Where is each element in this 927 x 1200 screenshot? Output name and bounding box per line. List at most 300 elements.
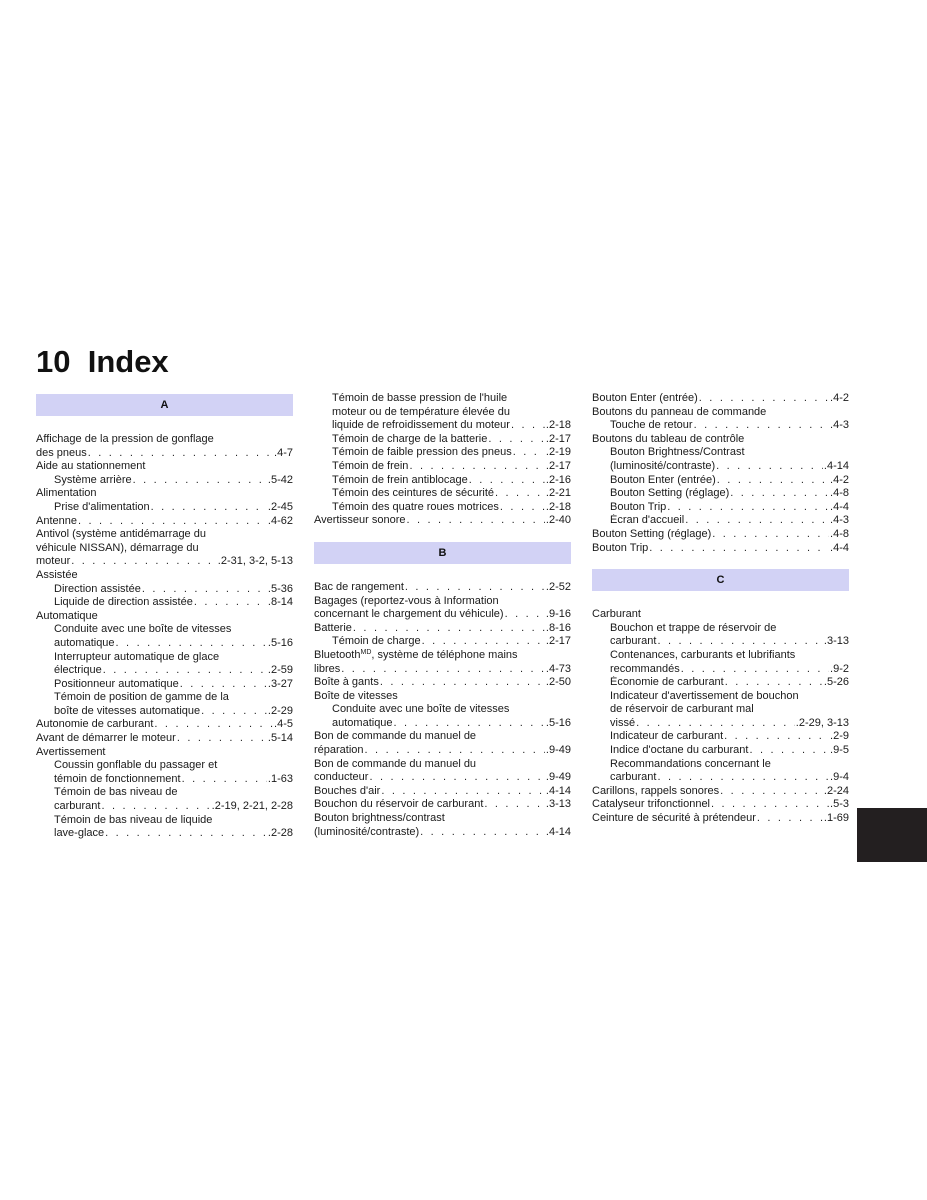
entry-term: Boutons du tableau de contrôle xyxy=(592,432,745,445)
entry-term: véhicule NISSAN), démarrage du xyxy=(36,541,199,554)
entry-term: Bouton Trip xyxy=(592,541,649,554)
index-entry xyxy=(36,814,293,828)
entry-term: moteur xyxy=(36,555,71,568)
index-entry xyxy=(592,419,849,433)
entry-term: boîte de vitesses automatique xyxy=(54,704,201,717)
index-entry xyxy=(592,487,849,501)
entry-text xyxy=(332,419,510,433)
entry-text xyxy=(54,814,212,828)
entry-text xyxy=(314,663,340,677)
entry-term: Bouton Brightness/Contrast xyxy=(610,446,745,459)
dot-leader xyxy=(717,474,829,488)
entry-text xyxy=(610,676,724,690)
index-entry xyxy=(314,744,571,758)
chapter-tab-marker xyxy=(857,808,927,862)
entry-text xyxy=(314,771,368,785)
index-entry xyxy=(314,595,571,609)
index-column-3 xyxy=(592,392,849,826)
section-header-b: B xyxy=(314,542,571,564)
entry-text xyxy=(36,569,78,583)
dot-leader xyxy=(513,446,545,460)
index-entry xyxy=(36,487,293,501)
dot-leader xyxy=(103,664,267,678)
entry-text xyxy=(610,744,748,758)
entry-text xyxy=(332,460,408,474)
page-reference: .2-40 xyxy=(545,514,571,527)
entry-text xyxy=(314,608,504,622)
index-entry xyxy=(314,826,571,840)
entry-text xyxy=(592,433,744,447)
dot-leader xyxy=(488,433,545,447)
index-entry xyxy=(314,771,571,785)
dot-leader xyxy=(365,744,545,758)
dot-leader xyxy=(78,515,267,529)
entry-term: Liquide de direction assistée xyxy=(54,596,193,609)
dot-leader xyxy=(116,637,267,651)
entry-text xyxy=(314,581,404,595)
entry-term: Bouton Trip xyxy=(610,500,667,513)
index-entry xyxy=(36,759,293,773)
entry-text xyxy=(592,528,711,542)
entry-term: Bouchon et trappe de réservoir de xyxy=(610,621,777,634)
entry-term: concernant le chargement du véhicule) xyxy=(314,608,504,621)
dot-leader xyxy=(511,419,545,433)
entry-text xyxy=(610,717,635,731)
index-entry xyxy=(36,542,293,556)
entry-text xyxy=(332,703,509,717)
index-entry xyxy=(314,581,571,595)
entry-text xyxy=(592,608,641,622)
page-reference: .9-49 xyxy=(545,744,571,757)
entry-term: Système arrière xyxy=(54,473,132,486)
entry-term: des pneus xyxy=(36,446,87,459)
page-reference: .4-2 xyxy=(830,473,849,486)
index-entry xyxy=(314,514,571,528)
entry-text xyxy=(54,474,132,488)
index-entry xyxy=(592,703,849,717)
dot-leader xyxy=(757,812,823,826)
entry-term: Bouchon du réservoir de carburant xyxy=(314,798,484,811)
entry-text xyxy=(610,730,723,744)
page-reference: .5-42 xyxy=(267,473,293,486)
entry-text xyxy=(610,703,754,717)
dot-leader xyxy=(151,501,267,515)
entry-text xyxy=(314,676,379,690)
entry-term: Bouton Setting (réglage) xyxy=(592,527,712,540)
dot-leader xyxy=(88,447,273,461)
dot-leader xyxy=(380,676,545,690)
entry-term: Recommandations concernant le xyxy=(610,757,771,770)
page-reference: .5-16 xyxy=(545,716,571,729)
index-column-1 xyxy=(36,392,293,841)
index-entry xyxy=(314,460,571,474)
index-entry xyxy=(314,487,571,501)
entry-text xyxy=(36,610,98,624)
page-reference: .1-63 xyxy=(267,772,293,785)
entry-text xyxy=(610,419,693,433)
page-reference: .2-29 xyxy=(267,704,293,717)
index-entry xyxy=(592,514,849,528)
page-reference: .2-52 xyxy=(545,580,571,593)
index-entry xyxy=(36,651,293,665)
page-reference: .2-16 xyxy=(545,473,571,486)
dot-leader xyxy=(694,419,829,433)
entry-text xyxy=(54,596,193,610)
entry-term: réparation xyxy=(314,744,364,757)
index-entry xyxy=(36,637,293,651)
index-entry xyxy=(592,717,849,731)
entry-text xyxy=(54,691,229,705)
index-entry xyxy=(314,690,571,704)
section-header-c: C xyxy=(592,569,849,591)
dot-leader xyxy=(667,501,829,515)
index-entry xyxy=(592,744,849,758)
entry-text xyxy=(54,664,102,678)
page-reference: .4-2 xyxy=(830,392,849,404)
entry-term: (luminosité/contraste) xyxy=(610,459,716,472)
index-entry xyxy=(592,542,849,556)
entry-text xyxy=(54,637,115,651)
entry-term: Catalyseur trifonctionnel xyxy=(592,798,711,811)
index-entry xyxy=(592,798,849,812)
entry-term: Témoin des quatre roues motrices xyxy=(332,500,499,513)
entry-term: Ceinture de sécurité à prétendeur xyxy=(592,812,756,825)
dot-leader xyxy=(101,800,210,814)
page-reference: .4-62 xyxy=(267,514,293,527)
entry-term: Indice d'octane du carburant xyxy=(610,744,749,757)
entry-term: Témoin de faible pression des pneus xyxy=(332,446,512,459)
index-entry xyxy=(36,678,293,692)
page-reference: .2-18 xyxy=(545,500,571,513)
dot-leader xyxy=(381,785,545,799)
entry-text xyxy=(54,759,217,773)
entry-text xyxy=(36,460,145,474)
entry-term: Bouton Enter (entrée) xyxy=(592,392,698,404)
entry-text xyxy=(332,446,512,460)
entry-term: Bac de rangement xyxy=(314,580,404,593)
entry-term: Boutons du panneau de commande xyxy=(592,405,767,418)
entry-text xyxy=(314,826,419,840)
entry-term: Témoin de frein antiblocage xyxy=(332,473,468,486)
entry-term: de réservoir de carburant mal xyxy=(610,703,754,716)
dot-leader xyxy=(182,773,267,787)
entry-term: Témoin de charge xyxy=(332,635,421,648)
entry-text xyxy=(36,515,77,529)
page-reference: .2-24 xyxy=(823,784,849,797)
entry-text xyxy=(36,433,214,447)
index-entry xyxy=(36,800,293,814)
entry-text xyxy=(54,583,141,597)
entry-text xyxy=(592,798,710,812)
dot-leader xyxy=(105,827,267,841)
entry-term: Bouton Setting (réglage) xyxy=(610,487,730,500)
entry-text xyxy=(36,447,87,461)
index-entry xyxy=(592,460,849,474)
entry-term: Interrupteur automatique de glace xyxy=(54,650,220,663)
entry-term: Indicateur d'avertissement de bouchon xyxy=(610,689,799,702)
entry-term: (luminosité/contraste) xyxy=(314,825,420,838)
index-entry xyxy=(314,433,571,447)
dot-leader xyxy=(420,826,545,840)
index-entry xyxy=(36,610,293,624)
entry-term: Bluetooth xyxy=(314,648,361,661)
entry-text xyxy=(54,800,100,814)
entry-text xyxy=(54,705,200,719)
index-entry xyxy=(592,771,849,785)
index-entry xyxy=(592,676,849,690)
entry-term: Batterie xyxy=(314,621,352,634)
entry-text xyxy=(54,501,150,515)
entry-term: Témoin de bas niveau de liquide xyxy=(54,813,213,826)
entry-text xyxy=(610,446,745,460)
index-entry xyxy=(36,583,293,597)
page-reference: .2-45 xyxy=(267,500,293,513)
index-entry xyxy=(36,501,293,515)
entry-term: Boîte de vitesses xyxy=(314,689,398,702)
index-entry xyxy=(314,392,571,406)
index-entry xyxy=(36,705,293,719)
entry-text xyxy=(610,622,776,636)
page-reference: .2-29, 3-13 xyxy=(795,716,849,729)
page-reference: .2-17 xyxy=(545,635,571,648)
entry-term: Bagages (reportez-vous à Information xyxy=(314,594,499,607)
index-entry xyxy=(314,608,571,622)
entry-term: Avertisseur sonore xyxy=(314,514,406,527)
entry-text xyxy=(314,514,406,528)
entry-text xyxy=(610,487,729,501)
entry-text xyxy=(36,746,106,760)
page-reference: .4-7 xyxy=(274,446,293,459)
entry-text xyxy=(332,392,507,406)
entry-text xyxy=(314,744,364,758)
index-entry xyxy=(314,406,571,420)
page-reference: .2-19 xyxy=(545,446,571,459)
entry-term: Direction assistée xyxy=(54,582,141,595)
entry-text xyxy=(314,785,380,799)
index-entry xyxy=(314,758,571,772)
entry-text xyxy=(610,771,656,785)
index-entry xyxy=(36,732,293,746)
entry-term: Conduite avec une boîte de vitesses xyxy=(332,703,510,716)
dot-leader xyxy=(405,581,545,595)
dot-leader xyxy=(407,514,545,528)
entry-text xyxy=(314,690,398,704)
entry-term: Prise d'alimentation xyxy=(54,500,150,513)
entry-term: automatique xyxy=(332,716,393,729)
index-entry xyxy=(314,501,571,515)
index-entry xyxy=(36,623,293,637)
entry-term: Témoin de bas niveau de xyxy=(54,786,178,799)
index-entry xyxy=(36,596,293,610)
entry-text xyxy=(610,501,666,515)
entry-term: Bouton Enter (entrée) xyxy=(610,473,716,486)
dot-leader xyxy=(681,663,829,677)
index-entry xyxy=(314,730,571,744)
entry-text xyxy=(592,392,698,406)
index-entry xyxy=(36,718,293,732)
entry-term: Antivol (système antidémarrage du xyxy=(36,528,206,541)
index-entry xyxy=(36,691,293,705)
page-reference: .3-13 xyxy=(823,635,849,648)
page-reference: .2-17 xyxy=(545,432,571,445)
index-entry xyxy=(592,730,849,744)
entry-term: Témoin de position de gamme de la xyxy=(54,691,229,704)
page-reference: .2-21 xyxy=(545,487,571,500)
entry-term: Coussin gonflable du passager et xyxy=(54,759,218,772)
entry-term: recommandés xyxy=(610,662,680,675)
page-reference: .3-27 xyxy=(267,677,293,690)
index-entry xyxy=(592,635,849,649)
index-entry xyxy=(314,622,571,636)
entry-text xyxy=(610,460,715,474)
entry-term: Témoin de basse pression de l'huile xyxy=(332,392,508,404)
page-reference: .4-73 xyxy=(545,662,571,675)
index-entry xyxy=(592,406,849,420)
entry-text xyxy=(54,678,179,692)
entry-term: Automatique xyxy=(36,609,98,622)
page-reference: .2-18 xyxy=(545,419,571,432)
page-reference: .9-5 xyxy=(830,744,849,757)
entry-text xyxy=(36,718,153,732)
dot-leader xyxy=(394,717,545,731)
entry-term: liquide de refroidissement du moteur xyxy=(332,419,510,432)
dot-leader xyxy=(657,635,822,649)
index-entry xyxy=(314,419,571,433)
dot-leader xyxy=(154,718,273,732)
entry-term-continued: , système de téléphone mains xyxy=(371,648,518,661)
entry-text xyxy=(610,663,680,677)
entry-text xyxy=(314,730,476,744)
page-reference: .2-31, 3-2, 5-13 xyxy=(217,555,293,568)
dot-leader xyxy=(657,771,829,785)
page-reference: .2-17 xyxy=(545,459,571,472)
page-reference: .2-28 xyxy=(267,827,293,840)
entry-term: automatique xyxy=(54,636,115,649)
entry-term: vissé xyxy=(610,716,636,729)
page-reference: .4-14 xyxy=(823,459,849,472)
dot-leader xyxy=(649,542,829,556)
page-reference: .4-4 xyxy=(830,500,849,513)
index-entry xyxy=(592,608,849,622)
superscript: MD xyxy=(360,648,372,656)
dot-leader xyxy=(484,798,545,812)
page-reference: .4-14 xyxy=(545,825,571,838)
entry-term: Témoin de frein xyxy=(332,459,409,472)
entry-term: Écran d'accueil xyxy=(610,514,685,527)
entry-term: conducteur xyxy=(314,771,369,784)
page-reference: .4-5 xyxy=(274,718,293,731)
dot-leader xyxy=(711,798,829,812)
page-reference: .4-8 xyxy=(830,487,849,500)
index-entry xyxy=(36,746,293,760)
entry-text xyxy=(36,542,199,556)
dot-leader xyxy=(724,730,829,744)
dot-leader xyxy=(469,474,545,488)
entry-text xyxy=(592,542,648,556)
dot-leader xyxy=(730,487,829,501)
entry-term: Antenne xyxy=(36,514,77,527)
entry-term: lave-glace xyxy=(54,827,105,840)
entry-text xyxy=(54,827,104,841)
entry-text xyxy=(332,474,468,488)
section-header-a: A xyxy=(36,394,293,416)
entry-term: Affichage de la pression de gonflage xyxy=(36,433,214,445)
dot-leader xyxy=(194,596,267,610)
index-entry xyxy=(314,474,571,488)
index-entry xyxy=(36,664,293,678)
index-entry xyxy=(36,773,293,787)
entry-text xyxy=(610,474,716,488)
index-entry xyxy=(592,758,849,772)
dot-leader xyxy=(725,676,823,690)
entry-text xyxy=(314,798,483,812)
index-entry xyxy=(592,663,849,677)
index-entry xyxy=(36,786,293,800)
entry-text xyxy=(314,758,476,772)
index-entry xyxy=(592,622,849,636)
index-entry xyxy=(314,785,571,799)
index-entry xyxy=(314,812,571,826)
entry-term: Économie de carburant xyxy=(610,676,724,689)
entry-term: témoin de fonctionnement xyxy=(54,772,181,785)
index-entry xyxy=(592,433,849,447)
index-entry xyxy=(36,515,293,529)
entry-term: Carillons, rappels sonores xyxy=(592,784,720,797)
entry-term: Autonomie de carburant xyxy=(36,718,154,731)
index-entry xyxy=(592,392,849,406)
index-entry xyxy=(592,649,849,663)
page-reference: .2-9 xyxy=(830,730,849,743)
entry-text xyxy=(332,433,487,447)
entry-text xyxy=(36,528,206,542)
dot-leader xyxy=(177,732,267,746)
entry-term: libres xyxy=(314,662,341,675)
index-entry xyxy=(592,474,849,488)
entry-text xyxy=(332,487,494,501)
dot-leader xyxy=(422,635,545,649)
entry-text xyxy=(592,812,756,826)
page-reference: .4-4 xyxy=(830,541,849,554)
page-reference: .4-8 xyxy=(830,527,849,540)
dot-leader xyxy=(749,744,829,758)
entry-term: Positionneur automatique xyxy=(54,677,179,690)
page-reference: .4-14 xyxy=(545,784,571,797)
entry-text xyxy=(314,812,445,826)
page-reference: .1-69 xyxy=(823,812,849,825)
entry-text xyxy=(592,406,766,420)
dot-leader xyxy=(341,663,545,677)
entry-text xyxy=(610,514,684,528)
dot-leader xyxy=(716,460,823,474)
dot-leader xyxy=(353,622,545,636)
entry-term: électrique xyxy=(54,664,102,677)
entry-term: moteur ou de température élevée du xyxy=(332,405,510,418)
dot-leader xyxy=(495,487,545,501)
entry-text xyxy=(54,773,181,787)
index-entry xyxy=(36,474,293,488)
page-reference: .5-3 xyxy=(830,798,849,811)
page-reference: .9-4 xyxy=(830,771,849,784)
entry-term: Bouton brightness/contrast xyxy=(314,812,445,825)
index-entry xyxy=(592,812,849,826)
index-entry xyxy=(36,555,293,569)
page-reference: .5-36 xyxy=(267,582,293,595)
entry-text xyxy=(314,649,518,663)
page-reference: .5-26 xyxy=(823,676,849,689)
index-entry xyxy=(314,635,571,649)
index-entry xyxy=(314,798,571,812)
dot-leader xyxy=(201,705,267,719)
